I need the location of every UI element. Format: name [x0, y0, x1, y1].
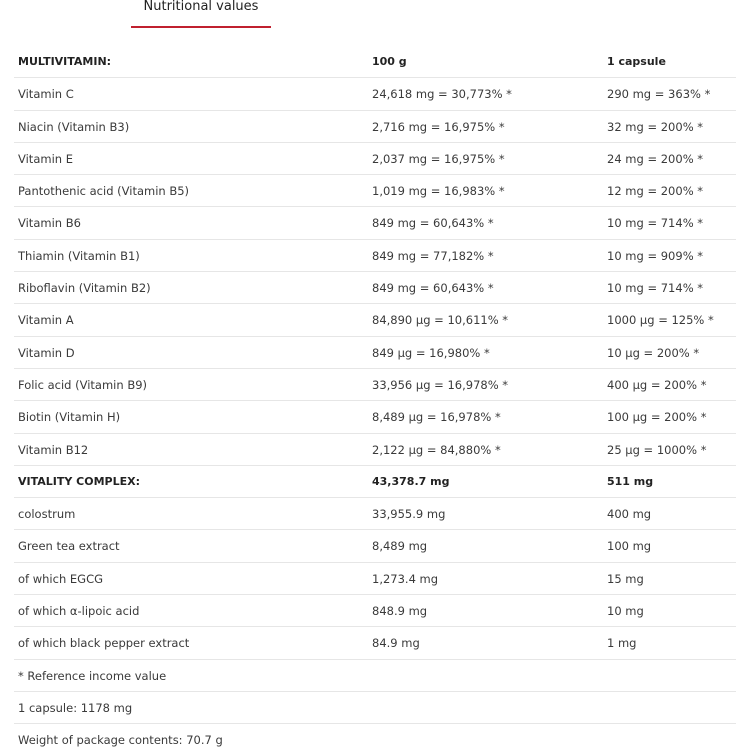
- row-per-100g: 8,489 µg = 16,978% *: [372, 410, 501, 425]
- note-row: [14, 724, 736, 755]
- table-row: [14, 143, 736, 175]
- note-row: [14, 692, 736, 724]
- table-row: [14, 304, 736, 336]
- table-row: [14, 595, 736, 627]
- row-per-100g: 84.9 mg: [372, 636, 420, 651]
- table-header-row: [14, 46, 736, 78]
- row-per-100g: 8,489 mg: [372, 539, 428, 554]
- row-per-100g: 849 µg = 16,980% *: [372, 345, 490, 360]
- table-row: [14, 207, 736, 239]
- row-per-100g: 848.9 mg: [372, 604, 428, 619]
- row-name: of which EGCG: [18, 571, 104, 586]
- row-per-capsule: 25 µg = 1000% *: [607, 442, 707, 457]
- row-per-capsule: 290 mg = 363% *: [607, 87, 711, 102]
- row-per-100g: 849 mg = 60,643% *: [372, 216, 494, 231]
- table-row: [14, 530, 736, 562]
- nutrition-table: [14, 46, 736, 756]
- row-name: Vitamin A: [18, 313, 74, 328]
- row-per-capsule: 1000 µg = 125% *: [607, 313, 714, 328]
- table-row: [14, 627, 736, 659]
- row-per-100g: 24,618 mg = 30,773% *: [372, 87, 512, 102]
- row-name: Vitamin D: [18, 345, 75, 360]
- table-row: [14, 272, 736, 304]
- row-per-capsule: 400 µg = 200% *: [607, 377, 707, 392]
- row-per-capsule: 24 mg = 200% *: [607, 151, 704, 166]
- row-per-capsule: 10 mg = 714% *: [607, 216, 704, 231]
- row-per-100g: 849 mg = 77,182% *: [372, 248, 494, 263]
- row-name: of which black pepper extract: [18, 636, 190, 651]
- header-per-capsule: 1 capsule: [607, 55, 666, 68]
- row-name: Vitamin C: [18, 87, 74, 102]
- row-per-100g: 84,890 µg = 10,611% *: [372, 313, 509, 328]
- reference-note: * Reference income value: [18, 668, 167, 683]
- package-weight-note: Weight of package contents: 70.7 g: [18, 733, 223, 748]
- row-per-100g: 33,955.9 mg: [372, 507, 446, 522]
- tab-nutritional-values[interactable]: Nutritional values: [131, 0, 271, 28]
- row-name: Green tea extract: [18, 539, 120, 554]
- row-name: Biotin (Vitamin H): [18, 410, 121, 425]
- row-per-capsule: 100 mg: [607, 539, 652, 554]
- table-row: [14, 175, 736, 207]
- row-name: of which α-lipoic acid: [18, 604, 140, 619]
- row-per-capsule: 15 mg: [607, 571, 644, 586]
- row-per-100g: 1,273.4 mg: [372, 571, 439, 586]
- row-name: Thiamin (Vitamin B1): [18, 248, 140, 263]
- row-per-100g: 2,716 mg = 16,975% *: [372, 119, 505, 134]
- row-name: Vitamin B12: [18, 442, 89, 457]
- section-per-100g: 43,378.7 mg: [372, 474, 450, 488]
- row-name: Riboflavin (Vitamin B2): [18, 281, 151, 296]
- row-name: Folic acid (Vitamin B9): [18, 377, 148, 392]
- note-row: [14, 660, 736, 692]
- tab-bar: [0, 0, 750, 28]
- table-row: [14, 369, 736, 401]
- row-per-capsule: 10 mg = 714% *: [607, 281, 704, 296]
- table-row: [14, 434, 736, 466]
- row-per-100g: 1,019 mg = 16,983% *: [372, 184, 505, 199]
- table-row: [14, 111, 736, 143]
- row-per-capsule: 100 µg = 200% *: [607, 410, 707, 425]
- table-row: [14, 563, 736, 595]
- row-name: colostrum: [18, 507, 76, 522]
- header-per-100g: 100 g: [372, 55, 407, 68]
- table-row: [14, 337, 736, 369]
- row-per-capsule: 10 mg: [607, 604, 644, 619]
- row-per-100g: 2,122 µg = 84,880% *: [372, 442, 501, 457]
- row-per-capsule: 400 mg: [607, 507, 652, 522]
- row-per-100g: 2,037 mg = 16,975% *: [372, 151, 505, 166]
- table-row: [14, 240, 736, 272]
- table-row: [14, 401, 736, 433]
- row-name: Pantothenic acid (Vitamin B5): [18, 184, 190, 199]
- row-per-capsule: 32 mg = 200% *: [607, 119, 704, 134]
- table-row: [14, 78, 736, 110]
- row-per-capsule: 1 mg: [607, 636, 637, 651]
- row-per-100g: 33,956 µg = 16,978% *: [372, 377, 509, 392]
- row-per-capsule: 10 mg = 909% *: [607, 248, 704, 263]
- row-name: Vitamin E: [18, 151, 73, 166]
- section-header-row: [14, 466, 736, 498]
- section-per-capsule: 511 mg: [607, 474, 654, 488]
- section-name: VITALITY COMPLEX:: [18, 474, 141, 488]
- table-row: [14, 498, 736, 530]
- row-name: Vitamin B6: [18, 216, 81, 231]
- capsule-weight-note: 1 capsule: 1178 mg: [18, 700, 133, 715]
- header-name: MULTIVITAMIN:: [18, 55, 112, 68]
- row-name: Niacin (Vitamin B3): [18, 119, 130, 134]
- row-per-capsule: 10 µg = 200% *: [607, 345, 700, 360]
- row-per-capsule: 12 mg = 200% *: [607, 184, 704, 199]
- row-per-100g: 849 mg = 60,643% *: [372, 281, 494, 296]
